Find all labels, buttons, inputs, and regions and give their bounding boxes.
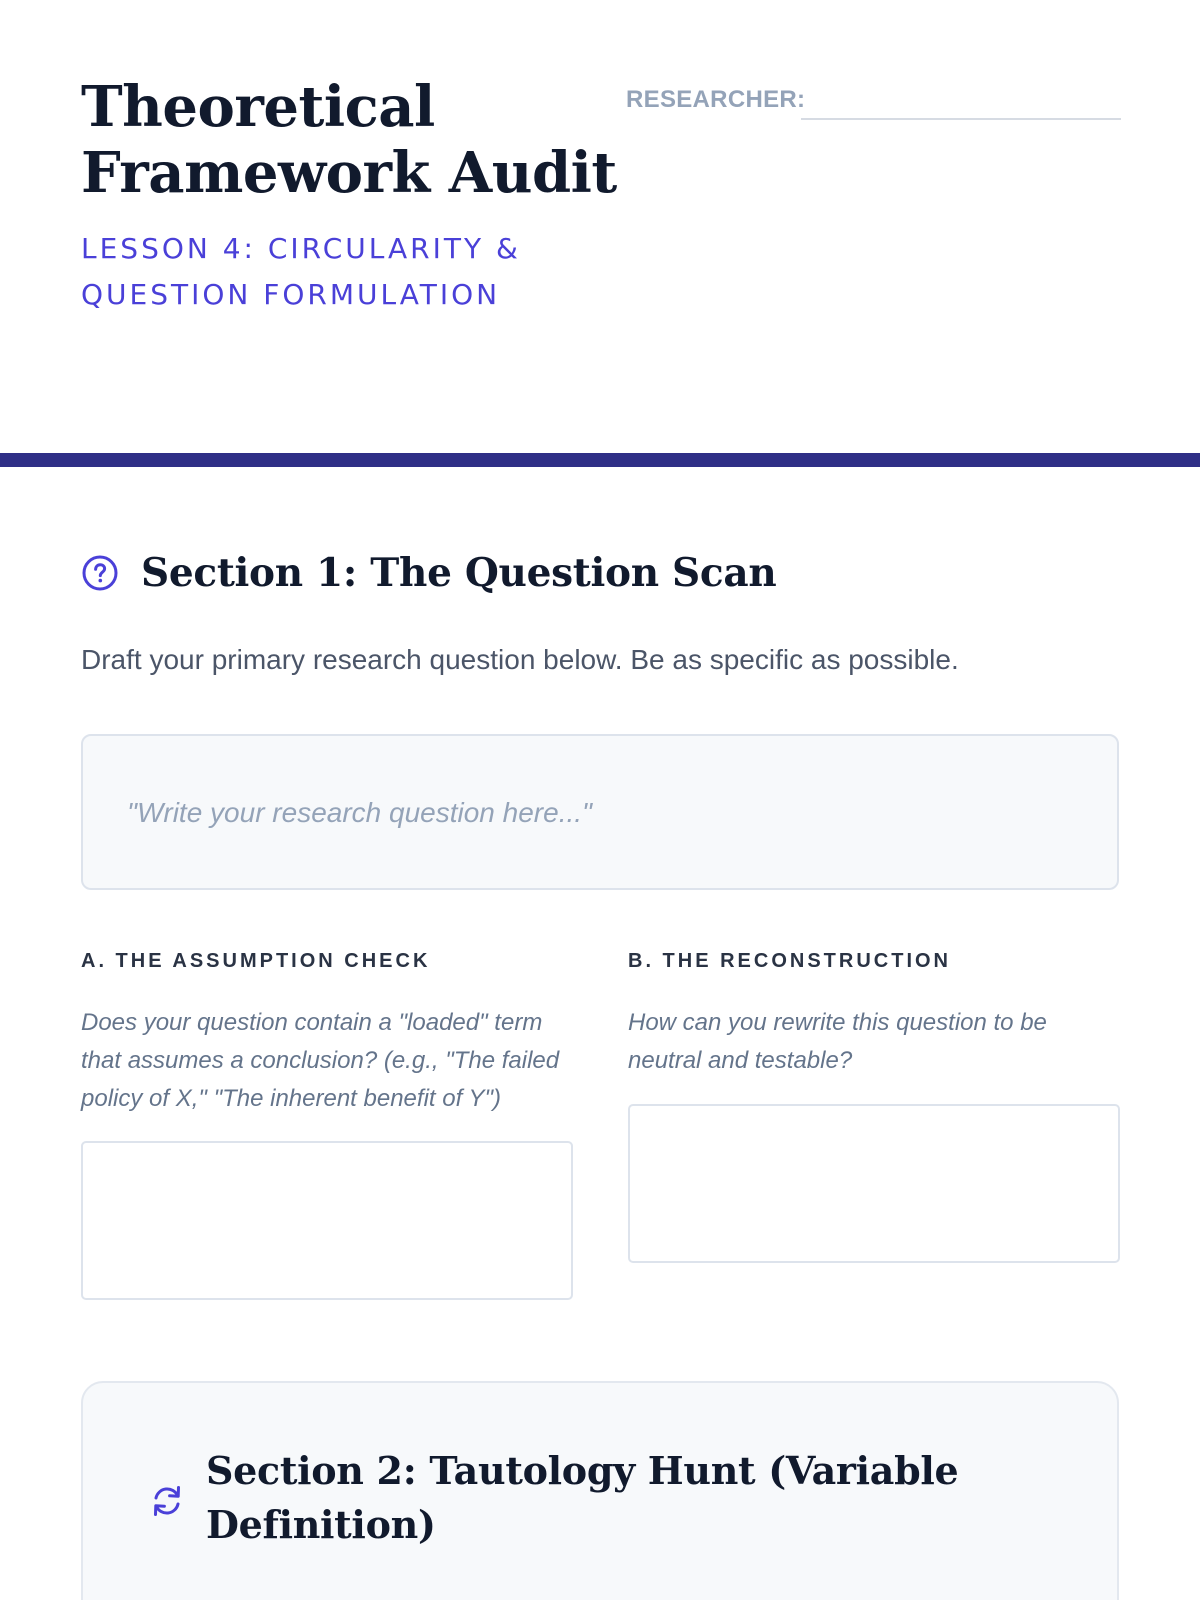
assumption-check-answer-box[interactable] [81,1141,573,1300]
research-question-input[interactable] [81,734,1119,890]
assumption-check-column [81,948,573,1118]
research-question-placeholder: "Write your research question here..." [127,797,592,828]
reconstruction-label: B. THE RECONSTRUCTION [628,950,951,972]
page-title: Theoretical Framework Audit [81,74,617,206]
help-circle-icon [81,554,119,592]
section1-heading [81,546,776,600]
reconstruction-answer-box[interactable] [628,1104,1120,1263]
lesson-subtitle: LESSON 4: CIRCULARITY & QUESTION FORMULATION [81,232,521,311]
reconstruction-column [628,948,1120,1080]
section1-title: Section 1: The Question Scan [141,550,777,596]
section2-title: Section 2: Tautology Hunt (Variable Definition) [206,1448,959,1547]
header-divider [0,453,1200,467]
section1-instruction: Draft your primary research question below. Be as specific as possible. [81,644,959,675]
researcher-name-field[interactable] [801,118,1121,120]
assumption-check-prompt: Does your question contain a "loaded" term that assumes a conclusion? (e.g., "The failed policy of X," "The inherent benefit of Y") [81,1009,560,1112]
assumption-check-label: A. THE ASSUMPTION CHECK [81,950,431,972]
reconstruction-prompt: How can you rewrite this question to be neutral and testable? [628,1009,1047,1074]
worksheet-header [0,0,1200,455]
researcher-label: RESEARCHER: [626,86,806,113]
refresh-icon [148,1482,186,1520]
